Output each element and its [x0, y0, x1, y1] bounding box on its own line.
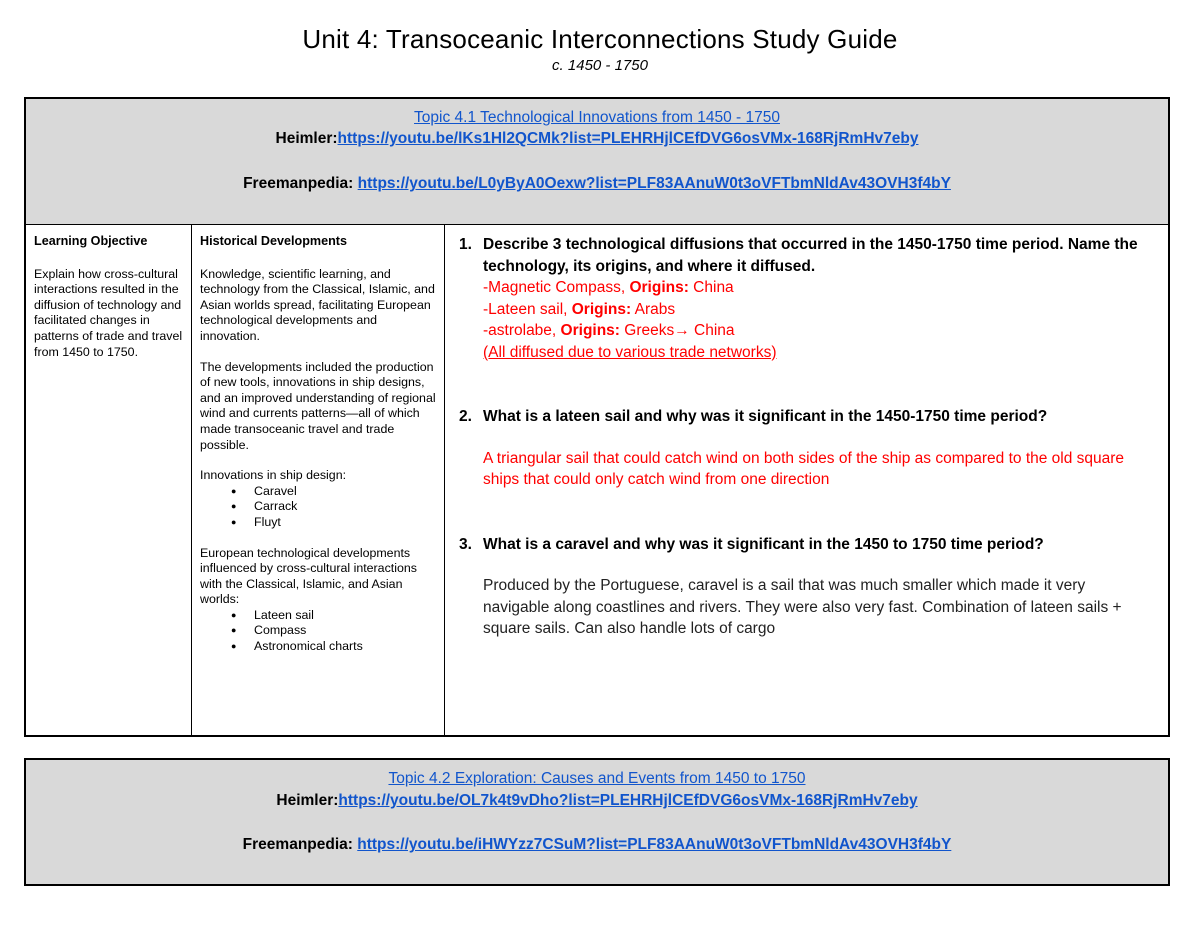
answer-line: -Lateen sail, Origins: Arabs: [483, 300, 676, 318]
topic-4-2-title-link[interactable]: Topic 4.2 Exploration: Causes and Events from 1450 to 1750: [388, 770, 806, 787]
question-1: [459, 234, 1148, 363]
document-title: Unit 4: Transoceanic Interconnections Study Guide: [302, 24, 898, 54]
topic-4-1-header: [26, 99, 1168, 225]
document-subtitle: c. 1450 - 1750: [552, 57, 648, 74]
heimler-label: Heimler:: [276, 792, 339, 809]
list-item: ● Fluyt: [254, 515, 436, 531]
heimler-video-link[interactable]: https://youtu.be/lKs1Hl2QCMk?list=PLEHRHjlCEfDVG6osVMx-168RjRmHv7eby: [337, 130, 919, 147]
question-number: 2.: [459, 408, 472, 425]
historical-developments-heading: Historical Developments: [200, 234, 347, 248]
answer-line: -Magnetic Compass, Origins: China: [483, 279, 734, 296]
hd-paragraph-1: Knowledge, scientific learning, and technology from the Classical, Islamic, and Asian worlds spread, facilitating European technological developments and innovation.: [200, 266, 435, 343]
list-item: ● Caravel: [254, 484, 436, 500]
question-number: 3.: [459, 535, 472, 553]
historical-developments-cell: [192, 224, 445, 735]
answer-line: (All diffused due to various trade networks): [483, 343, 777, 361]
question-text: What is a lateen sail and why was it significant in the 1450-1750 time period?: [483, 408, 1048, 425]
question-3: [459, 534, 1148, 640]
topic-4-2-header: [24, 758, 1170, 886]
list-item: ● Lateen sail: [254, 608, 436, 624]
learning-objective-text: Explain how cross-cultural interactions resulted in the diffusion of technology and facilitated changes in patterns of trade and travel from 1450 to 1750.: [34, 266, 183, 359]
list-item: ● Compass: [254, 623, 436, 639]
freemanpedia-video-link[interactable]: https://youtu.be/iHWYzz7CSuM?list=PLF83AAnuW0t3oVFTbmNldAv43OVH3f4bY: [357, 836, 952, 853]
ship-design-list: [200, 484, 436, 531]
heimler-video-link[interactable]: https://youtu.be/OL7k4t9vDho?list=PLEHRHjlCEfDVG6osVMx-168RjRmHv7eby: [338, 792, 918, 809]
hd-paragraph-4: European technological developments influenced by cross-cultural interactions with the Classical, Islamic, and Asian worlds:: [200, 545, 417, 607]
answer-text: Produced by the Portuguese, caravel is a sail that was much smaller which made it very navigable along coastlines and rivers. They were also very fast. Combination of lateen sails + square sails. Can also handle lots of cargo: [483, 577, 1122, 637]
list-item: ● Carrack: [254, 499, 436, 515]
freemanpedia-label: Freemanpedia:: [243, 175, 354, 192]
hd-paragraph-3: Innovations in ship design:: [200, 468, 347, 483]
answer-text: A triangular sail that could catch wind on both sides of the ship as compared to the old square ships that could only catch wind from one direction: [483, 449, 1125, 488]
heimler-label: Heimler:: [275, 130, 338, 147]
list-item: ● Astronomical charts: [254, 639, 436, 655]
question-text: Describe 3 technological diffusions that occurred in the 1450-1750 time period. Name the technology, its origins, and where it diffused.: [483, 236, 1138, 275]
learning-objective-heading: Learning Objective: [34, 234, 148, 248]
answer-line: -astrolabe, Origins: Greeks→ China: [483, 322, 735, 339]
question-2: [459, 406, 1148, 491]
questions-cell: [445, 224, 1168, 735]
hd-paragraph-2: The developments included the production of new tools, innovations in ship designs, and an improved understanding of regional wind and currents patterns—all of which made transoceanic travel and trade possible.: [200, 359, 436, 452]
topic-4-1-title-link[interactable]: Topic 4.1 Technological Innovations from 1450 - 1750: [414, 109, 780, 126]
question-number: 1.: [459, 236, 472, 253]
influences-list: [200, 608, 436, 655]
question-text: What is a caravel and why was it significant in the 1450 to 1750 time period?: [483, 535, 1044, 553]
freemanpedia-label: Freemanpedia:: [242, 836, 353, 853]
freemanpedia-video-link[interactable]: https://youtu.be/L0yByA0Oexw?list=PLF83AAnuW0t3oVFTbmNldAv43OVH3f4bY: [357, 175, 951, 192]
topic-4-1-table: [24, 97, 1170, 737]
learning-objective-cell: [26, 224, 192, 735]
